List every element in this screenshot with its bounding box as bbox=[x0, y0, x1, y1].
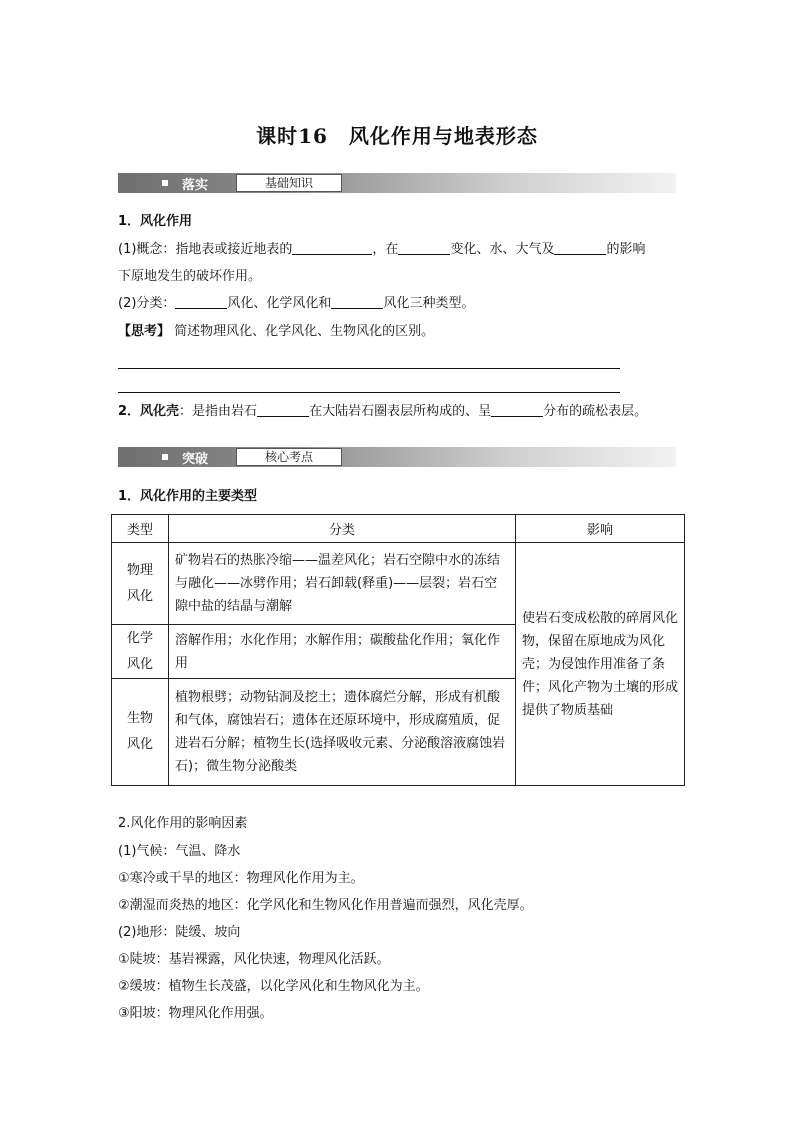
section-heading: 1．风化作用 bbox=[118, 214, 193, 229]
type-text: 风化 bbox=[126, 656, 153, 672]
factor-line: (1)气候：气温、降水 bbox=[118, 844, 241, 859]
banner-label: 突破 bbox=[182, 452, 209, 467]
answer-blank[interactable] bbox=[175, 294, 227, 309]
text-part: ，在 bbox=[372, 242, 399, 257]
factor-line: (2)地形：陡缓、坡向 bbox=[118, 925, 241, 940]
type-cell bbox=[112, 543, 169, 625]
concept-line bbox=[118, 240, 645, 260]
text-part: 在大陆岩石圈表层所构成的、呈 bbox=[309, 404, 492, 419]
type-text: 物理 bbox=[126, 562, 153, 578]
banner-label: 落实 bbox=[182, 178, 209, 193]
text-part: 的影响 bbox=[606, 242, 646, 257]
factor-line: ②缓坡：植物生长茂盛，以化学风化和生物风化为主。 bbox=[118, 979, 429, 994]
section-banner-breakthrough bbox=[118, 447, 676, 467]
header-effect: 影响 bbox=[516, 515, 685, 543]
text-part: ：是指由岩石 bbox=[179, 404, 258, 419]
text-part: (1)概念：指地表或接近地表的 bbox=[118, 242, 293, 257]
type-text: 风化 bbox=[126, 737, 153, 752]
answer-blank[interactable] bbox=[554, 240, 606, 255]
section-banner-practice bbox=[118, 173, 676, 193]
classification-line bbox=[118, 294, 474, 314]
type-text: 风化 bbox=[126, 588, 153, 604]
table-header-row bbox=[112, 515, 685, 543]
answer-blank[interactable] bbox=[491, 402, 543, 417]
think-text: 简述物理风化、化学风化、生物风化的区别。 bbox=[174, 324, 435, 339]
content-cell: 溶解作用；水化作用；水解作用；碳酸盐化作用；氧化作用 bbox=[169, 625, 516, 679]
section-heading: 1．风化作用的主要类型 bbox=[118, 489, 258, 504]
text-part: 分布的疏松表层。 bbox=[543, 404, 648, 419]
shell-label: 2．风化壳 bbox=[118, 404, 180, 419]
factor-line: ①陡坡：基岩裸露，风化快速，物理风化活跃。 bbox=[118, 952, 390, 967]
concept-line-2: 下原地发生的破坏作用。 bbox=[118, 269, 262, 284]
answer-blank[interactable] bbox=[257, 402, 309, 417]
type-cell bbox=[112, 625, 169, 679]
type-text: 化学 bbox=[126, 630, 153, 646]
effect-cell: 使岩石变成松散的碎屑风化物，保留在原地成为风化壳；为侵蚀作用准备了条件；风化产物为土壤的形成提供了物质基础 bbox=[516, 543, 685, 786]
text-part: 风化、化学风化和 bbox=[227, 296, 332, 311]
square-bullet-icon bbox=[162, 454, 168, 460]
factor-line: ③阳坡：物理风化作用强。 bbox=[118, 1006, 273, 1021]
text-part: 风化三种类型。 bbox=[383, 296, 475, 311]
answer-blank[interactable] bbox=[331, 294, 383, 309]
answer-blank[interactable] bbox=[292, 240, 372, 255]
factor-line: ②潮湿而炎热的地区：化学风化和生物风化作用普遍而强烈，风化壳厚。 bbox=[118, 898, 533, 913]
factor-line: ①寒冷或干旱的地区：物理风化作用为主。 bbox=[118, 871, 364, 886]
type-text: 生物 bbox=[126, 711, 153, 726]
header-type: 类型 bbox=[112, 515, 169, 543]
square-bullet-icon bbox=[162, 180, 168, 186]
weathering-types-table bbox=[111, 514, 685, 786]
text-part: 变化、水、大气及 bbox=[450, 242, 555, 257]
content-cell: 矿物岩石的热胀冷缩——温差风化；岩石空隙中水的冻结与融化——冰劈作用；岩石卸载(释重)——层裂；岩石空隙中盐的结晶与潮解 bbox=[169, 543, 516, 625]
page-title: 课时16 风化作用与地表形态 bbox=[256, 124, 538, 148]
answer-line[interactable] bbox=[118, 392, 620, 393]
banner-box: 核心考点 bbox=[236, 448, 342, 466]
factors-heading: 2.风化作用的影响因素 bbox=[118, 816, 248, 831]
answer-line[interactable] bbox=[118, 368, 620, 369]
table-row bbox=[112, 543, 685, 625]
banner-box: 基础知识 bbox=[236, 174, 342, 192]
answer-blank[interactable] bbox=[398, 240, 450, 255]
think-tag: 【思考】 bbox=[118, 324, 171, 339]
content-cell: 植物根劈；动物钻洞及挖土；遗体腐烂分解，形成有机酸和气体，腐蚀岩石；遗体在还原环境中，形成腐殖质，促进岩石分解；植物生长(选择吸收元素、分泌酸溶液腐蚀岩石)；微生物分泌酸类 bbox=[169, 679, 516, 786]
type-cell bbox=[112, 679, 169, 786]
think-line bbox=[118, 322, 434, 342]
text-part: (2)分类： bbox=[118, 296, 176, 311]
header-class: 分类 bbox=[169, 515, 516, 543]
shell-line bbox=[118, 402, 647, 422]
